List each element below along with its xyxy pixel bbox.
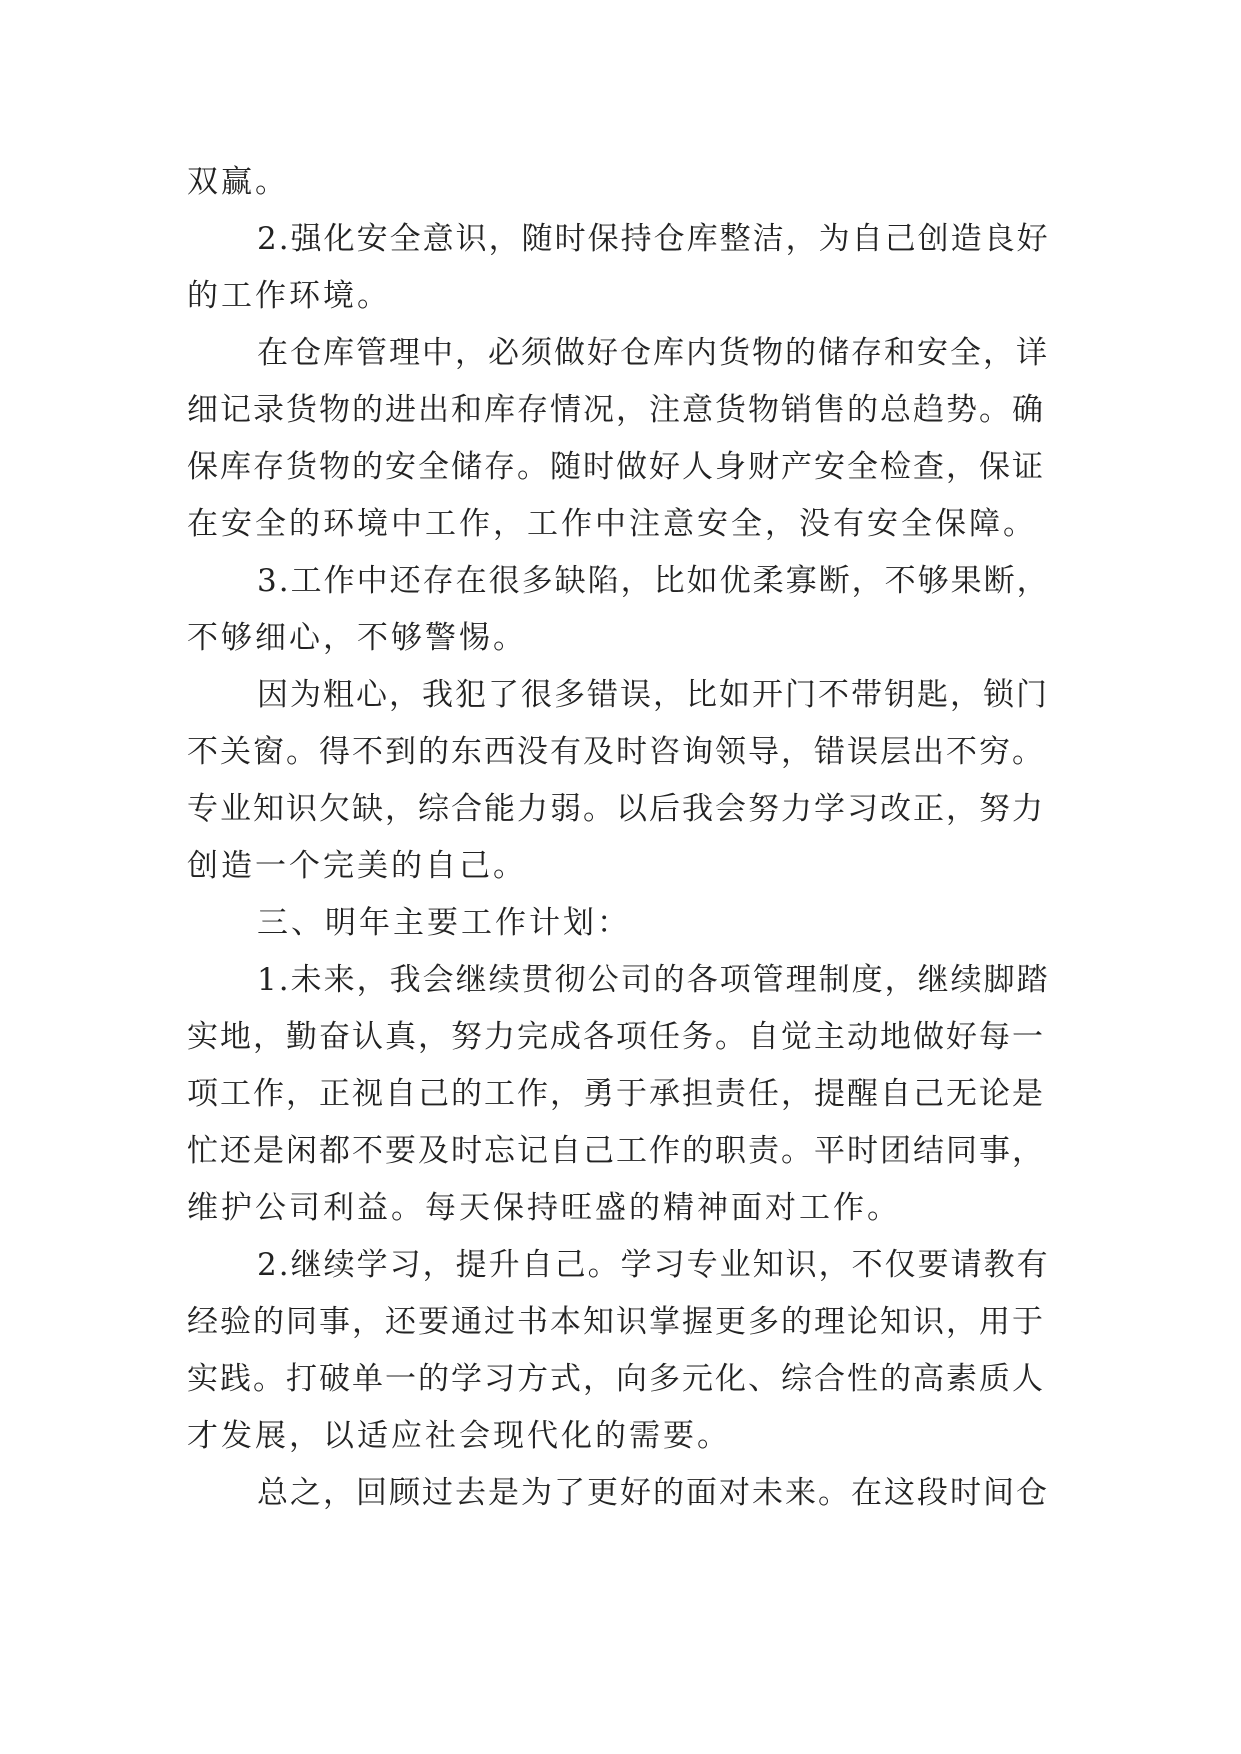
text-line: 不关窗。得不到的东西没有及时咨询领导，错误层出不穷。 bbox=[187, 734, 1045, 770]
text-line: 细记录货物的进出和库存情况，注意货物销售的总趋势。确 bbox=[187, 392, 1045, 428]
section-heading: 三、明年主要工作计划： bbox=[257, 905, 631, 941]
text-line: 创造一个完美的自己。 bbox=[187, 848, 527, 884]
text-line: 的工作环境。 bbox=[187, 278, 391, 314]
text-line: 保库存货物的安全储存。随时做好人身财产安全检查，保证 bbox=[187, 449, 1045, 485]
text-line: 总之，回顾过去是为了更好的面对未来。在这段时间仓 bbox=[257, 1475, 1049, 1511]
text-line: 2.强化安全意识，随时保持仓库整洁，为自己创造良好 bbox=[257, 221, 1050, 257]
text-line: 实地，勤奋认真，努力完成各项任务。自觉主动地做好每一 bbox=[187, 1019, 1045, 1055]
text-line: 项工作，正视自己的工作，勇于承担责任，提醒自己无论是 bbox=[187, 1076, 1045, 1112]
text-line: 忙还是闲都不要及时忘记自己工作的职责。平时团结同事， bbox=[187, 1133, 1045, 1169]
text-line: 不够细心，不够警惕。 bbox=[187, 620, 527, 656]
text-line: 双赢。 bbox=[187, 164, 289, 200]
text-line: 维护公司利益。每天保持旺盛的精神面对工作。 bbox=[187, 1190, 901, 1226]
text-line: 实践。打破单一的学习方式，向多元化、综合性的高素质人 bbox=[187, 1361, 1045, 1397]
text-line: 才发展，以适应社会现代化的需要。 bbox=[187, 1418, 731, 1454]
text-line: 1.未来，我会继续贯彻公司的各项管理制度，继续脚踏 bbox=[257, 962, 1050, 998]
text-line: 经验的同事，还要通过书本知识掌握更多的理论知识，用于 bbox=[187, 1304, 1045, 1340]
text-line: 在安全的环境中工作，工作中注意安全，没有安全保障。 bbox=[187, 506, 1037, 542]
text-line: 因为粗心，我犯了很多错误，比如开门不带钥匙，锁门 bbox=[257, 677, 1049, 713]
text-line: 专业知识欠缺，综合能力弱。以后我会努力学习改正，努力 bbox=[187, 791, 1045, 827]
text-line: 2.继续学习，提升自己。学习专业知识，不仅要请教有 bbox=[257, 1247, 1050, 1283]
text-line: 3.工作中还存在很多缺陷，比如优柔寡断，不够果断， bbox=[257, 563, 1050, 599]
text-line: 在仓库管理中，必须做好仓库内货物的储存和安全，详 bbox=[257, 335, 1049, 371]
